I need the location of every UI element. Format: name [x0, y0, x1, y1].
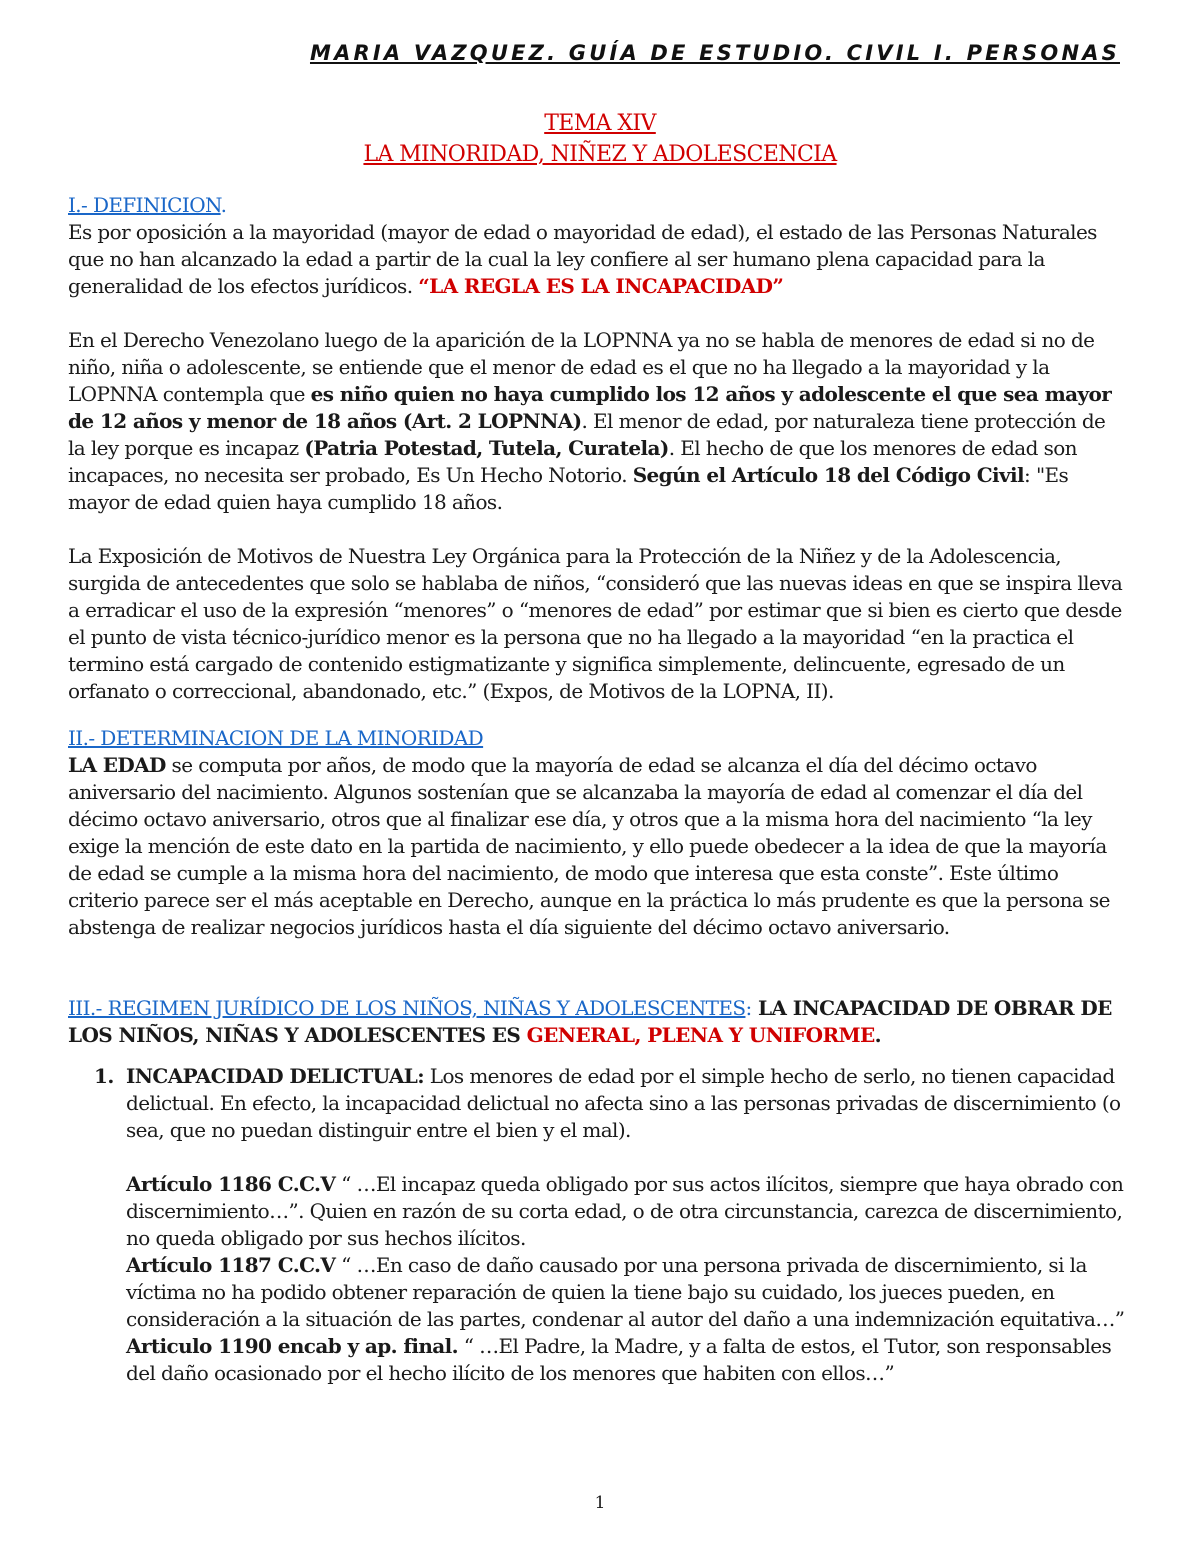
lopnna-text-e: . El hecho de que los menores de edad son incapaces, no necesita ser probado, Es Un Hecho Notorio. — [68, 436, 1077, 487]
section-3-title: III.- REGIMEN JURÍDICO DE LOS NIÑOS, NIÑAS Y ADOLESCENTES — [68, 996, 746, 1020]
article-1187 — [126, 1252, 1128, 1333]
section-2-title: II.- DETERMINACION DE LA MINORIDAD — [68, 726, 484, 750]
article-1187-text: “ …En caso de daño causado por una persona privada de discernimiento, si la víctima no ha podido obtener reparación de quien la tiene bajo su cuidado, los jueces pueden, en consideración a la situación de las partes, condenar al autor del daño a una indemnización equitativa…” — [126, 1253, 1125, 1331]
lopnna-bold-d: (Patria Potestad, Tutela, Curatela) — [304, 436, 669, 460]
article-1186-label: Artículo 1186 C.C.V — [126, 1172, 336, 1196]
article-1190-label: Articulo 1190 encab y ap. final. — [126, 1334, 459, 1358]
page-number: 1 — [594, 1493, 606, 1513]
section-1-heading — [68, 192, 1128, 219]
rule-text: “LA REGLA ES LA INCAPACIDAD” — [418, 274, 784, 298]
article-1186 — [126, 1171, 1128, 1252]
section-1-dot: . — [220, 193, 227, 217]
section-3-dot: . — [874, 1023, 882, 1047]
lopnna-bold-f: Según el Artículo 18 del Código Civil — [632, 463, 1025, 487]
definition-text: Es por oposición a la mayoridad (mayor de edad o mayoridad de edad), el estado de las Personas Naturales que no han alcanzado la edad a partir de la cual la ley confiere al ser humano plena capacidad para la generalidad de los efectos jurídicos. — [68, 220, 1097, 298]
lopnna-text-a: En el Derecho Venezolano luego de la aparición de la LOPNNA ya no se habla de menores de edad si no de niño, niña o adolescente, se entiende que el menor de edad es el que no ha llegado a la mayoridad y la LOPNNA contempla que — [68, 328, 1095, 406]
delictual-text: Los menores de edad por el simple hecho de serlo, no tienen capacidad delictual. En efecto, la incapacidad delictual no afecta sino a las personas privadas de discernimiento (o sea, que no puedan distinguir entre el bien y el mal). — [126, 1064, 1121, 1142]
lopnna-text-c: . El menor de edad, por naturaleza tiene protección de la ley porque es incapaz — [68, 409, 1106, 460]
article-1187-label: Artículo 1187 C.C.V — [126, 1253, 336, 1277]
article-1190-text: “ …El Padre, la Madre, y a falta de estos, el Tutor, son responsables del daño ocasionado por el hecho ilícito de los menores que habiten con ellos…” — [126, 1334, 1112, 1385]
lopnna-bold-b: es niño quien no haya cumplido los 12 años y adolescente el que sea mayor de 12 años y menor de 18 años (Art. 2 LOPNNA) — [68, 382, 1112, 433]
page-header: MARIA VAZQUEZ. GUÍA DE ESTUDIO. CIVIL I. PERSONAS — [309, 41, 1120, 65]
article-1186-text: “ …El incapaz queda obligado por sus actos ilícitos, siempre que haya obrado con discernimiento…”. Quien en razón de su corta edad, o de otra circunstancia, carezca de discernimiento, no queda obligado por sus hechos ilícitos. — [126, 1172, 1124, 1250]
edad-bold: LA EDAD — [68, 753, 166, 777]
document-body — [68, 192, 1128, 1387]
section-3-heading — [68, 995, 1128, 1049]
edad-paragraph — [68, 752, 1128, 941]
section-3-colon: : — [745, 996, 752, 1020]
topic-number: TEMA XIV — [544, 111, 656, 136]
lopnna-text-g: : "Es mayor de edad quien haya cumplido 18 años. — [68, 463, 1069, 514]
title-block — [0, 108, 1200, 170]
section-3-red: GENERAL, PLENA Y UNIFORME — [526, 1023, 875, 1047]
section-3-bold: LA INCAPACIDAD DE OBRAR DE LOS NIÑOS, NIÑAS Y ADOLESCENTES ES — [68, 996, 1112, 1047]
lopnna-paragraph — [68, 327, 1128, 516]
definition-paragraph — [68, 219, 1128, 300]
delictual-label: INCAPACIDAD DELICTUAL: — [126, 1064, 425, 1088]
list-item — [94, 1063, 1128, 1387]
article-1190 — [126, 1333, 1128, 1387]
delictual-paragraph — [126, 1063, 1128, 1144]
section-1-title: I.- DEFINICION — [68, 193, 221, 217]
edad-text: se computa por años, de modo que la mayoría de edad se alcanza el día del décimo octavo aniversario del nacimiento. Algunos sostenían que se alcanzaba la mayoría de edad al comenzar el día del décimo octavo aniversario, otros que al finalizar ese día, y otros que a la misma hora del nacimiento “la ley exige la mención de este dato en la partida de nacimiento, y ello puede obedecer a la idea de que la mayoría de edad se cumple a la misma hora del nacimiento, de modo que interesa que esta conste”. Este último criterio parece ser el más aceptable en Derecho, aunque en la práctica lo más prudente es que la persona se abstenga de realizar negocios jurídicos hasta el día siguiente del décimo octavo aniversario. — [68, 753, 1110, 939]
exposicion-paragraph: La Exposición de Motivos de Nuestra Ley Orgánica para la Protección de la Niñez y de la Adolescencia, surgida de antecedentes que solo se hablaba de niños, “consideró que las nuevas ideas en que se inspira lleva a erradicar el uso de la expresión “menores” o “menores de edad” por estimar que si bien es cierto que desde el punto de vista técnico-jurídico menor es la persona que no ha llegado a la mayoridad “en la practica el termino está cargado de contenido estigmatizante y significa simplemente, delincuente, egresado de un orfanato o correccional, abandonado, etc.” (Expos, de Motivos de la LOPNA, II). — [68, 544, 1123, 703]
topic-title: LA MINORIDAD, NIÑEZ Y ADOLESCENCIA — [363, 142, 837, 167]
section-2-heading — [68, 725, 1128, 752]
list-number: 1. — [94, 1064, 114, 1088]
